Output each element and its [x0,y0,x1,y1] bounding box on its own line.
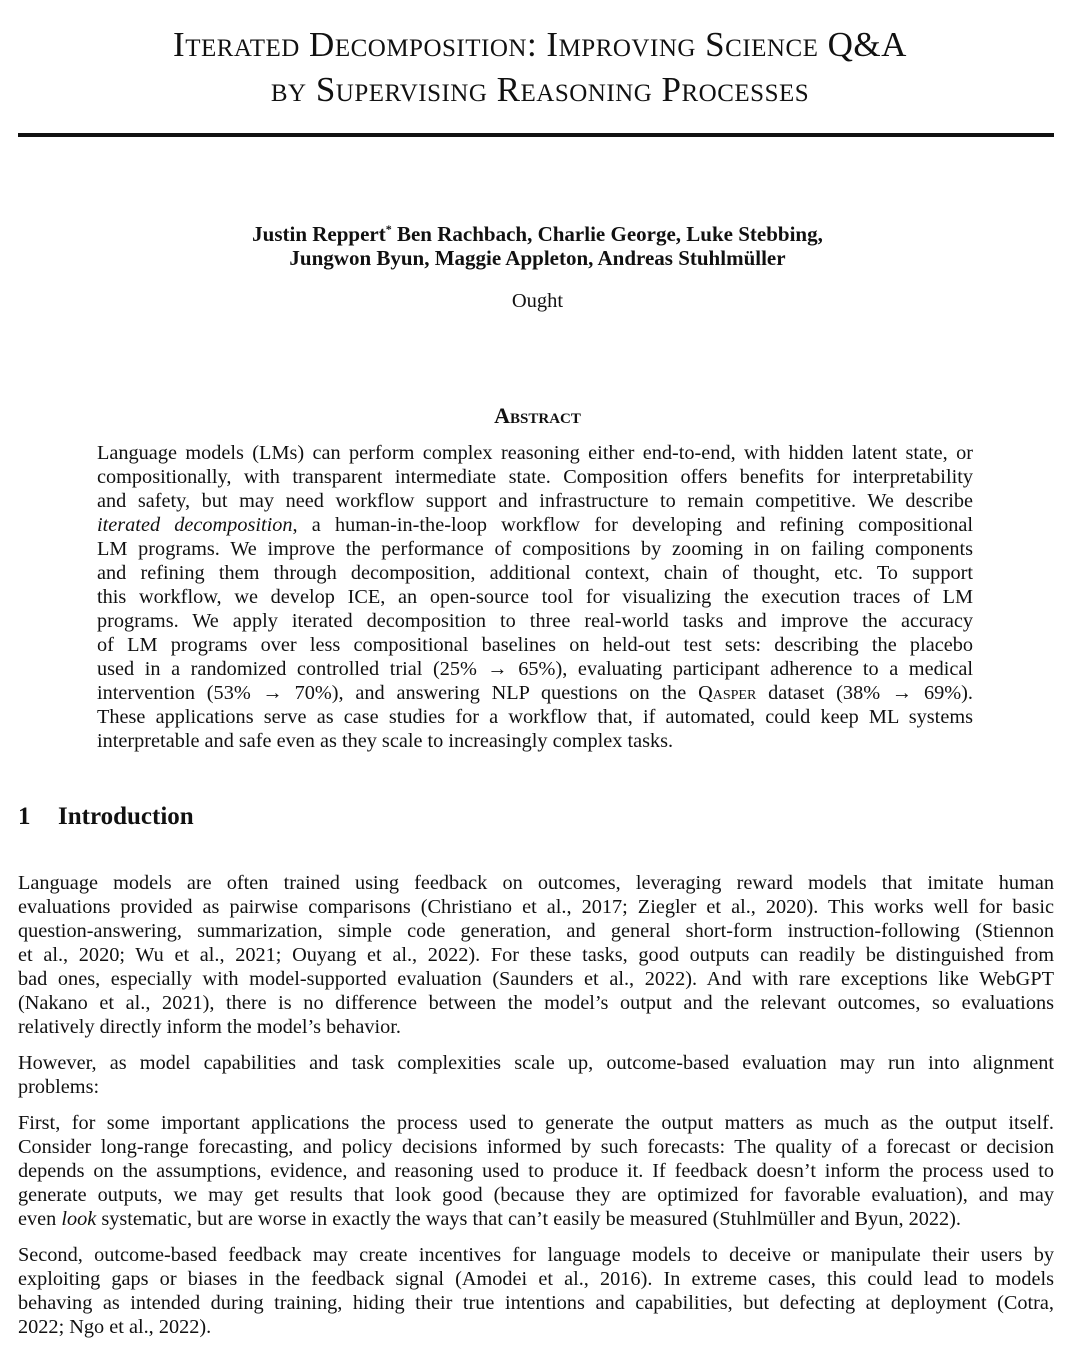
title-line-1: Iterated Decomposition: Improving Science Q&A [173,25,907,64]
text-line: However, as model capabilities and task complexities scale up, outcome-based evaluation may run into alignment [18,1052,1054,1074]
text-segment: intervention (53% → 70%), and answering NLP questions on the [97,682,699,704]
text-line: generate outputs, we may get results that look good (because they are optimized for favorable evaluation), and may [18,1184,1054,1206]
authors-line-1: Ben Rachbach, Charlie George, Luke Stebbing, [391,222,823,246]
text-line: Consider long-range forecasting, and policy decisions informed by such forecasts: The quality of a forecast or decision [18,1136,1054,1158]
text-line: problems: [18,1076,100,1098]
text-line: 2022; Ngo et al., 2022). [18,1316,212,1338]
text-line: LM programs. We improve the performance of compositions by zooming in on failing components [97,538,973,560]
text-line: bad ones, especially with model-supported evaluation (Saunders et al., 2022). And with rare exceptions like WebGPT [18,968,1054,990]
emphasis-text: look [61,1208,97,1230]
text-line: (Nakano et al., 2021), there is no difference between the model’s output and the relevant outcomes, so evaluations [18,992,1054,1014]
intro-paragraph-3 [18,1111,1054,1231]
text-line: programs. We apply iterated decomposition to three real-world tasks and improve the accuracy [97,610,973,632]
text-line: question-answering, summarization, simple code generation, and general short-form instruction-following (Stiennon [18,920,1054,942]
authors-line-2: Jungwon Byun, Maggie Appleton, Andreas Stuhlmüller [289,246,786,270]
text-line: of LM programs over less compositional baselines on held-out test sets: describing the placebo [97,634,973,656]
author-first: Justin Reppert [252,222,386,246]
text-line [97,681,973,705]
text-line: exploiting gaps or biases in the feedback signal (Amodei et al., 2016). In extreme cases, this could lead to models [18,1268,1054,1290]
abstract-text [97,441,973,753]
text-line: compositionally, with transparent intermediate state. Composition offers benefits for interpretability [97,466,973,488]
section-title: Introduction [58,803,194,830]
title-rule [18,133,1054,137]
text-line: relatively directly inform the model’s behavior. [18,1016,401,1038]
intro-paragraph-2 [18,1051,1054,1099]
text-line: and refining them through decomposition, additional context, chain of thought, etc. To support [97,562,973,584]
text-line: used in a randomized controlled trial (25% → 65%), evaluating participant adherence to a medical [97,658,973,680]
text-line: depends on the assumptions, evidence, and reasoning used to produce it. If feedback doesn’t inform the process used to [18,1160,1054,1182]
text-segment: dataset (38% → 69%). [756,682,973,704]
text-line: First, for some important applications the process used to generate the output matters as much as the output itself. [18,1112,1054,1134]
abstract-heading: Abstract [494,403,581,428]
text-line [18,1207,1054,1231]
section-number: 1 [18,803,31,830]
text-line: interpretable and safe even as they scale to increasingly complex tasks. [97,730,674,752]
text-line: and safety, but may need workflow support and infrastructure to remain competitive. We describe [97,490,973,512]
text-segment: even [18,1208,62,1230]
title-line-2: by Supervising Reasoning Processes [270,70,810,109]
text-line: behaving as intended during training, hiding their true intentions and capabilities, but defecting at deployment (Cotra, [18,1292,1054,1314]
dataset-name: Qasper [698,682,757,704]
text-line [97,513,973,537]
intro-paragraph-1 [18,871,1054,1039]
paper-title [0,22,1080,112]
text-segment: , a human-in-the-loop workflow for developing and refining compositional [292,514,973,536]
text-line: These applications serve as case studies for a workflow that, if automated, could keep ML systems [97,706,973,728]
author-list [0,217,1075,270]
text-segment: systematic, but are worse in exactly the ways that can’t easily be measured (Stuhlmüller and Byun, 2022). [96,1208,962,1230]
section-heading [18,803,194,831]
text-line: et al., 2020; Wu et al., 2021; Ouyang et al., 2022). For these tasks, good outputs can readily be distinguished from [18,944,1054,966]
emphasis-text: iterated decomposition [97,514,293,536]
text-line: Language models are often trained using feedback on outcomes, leveraging reward models that imitate human [18,872,1054,894]
affiliation: Ought [511,290,564,312]
text-line: evaluations provided as pairwise comparisons (Christiano et al., 2017; Ziegler et al., 2020). This works well for basic [18,896,1054,918]
text-line: Second, outcome-based feedback may create incentives for language models to deceive or manipulate their users by [18,1244,1054,1266]
text-line: this workflow, we develop ICE, an open-source tool for visualizing the execution traces of LM [97,586,973,608]
intro-paragraph-4 [18,1243,1054,1339]
footnote-mark[interactable]: * [385,222,392,236]
text-line: Language models (LMs) can perform complex reasoning either end-to-end, with hidden latent state, or [97,442,973,464]
